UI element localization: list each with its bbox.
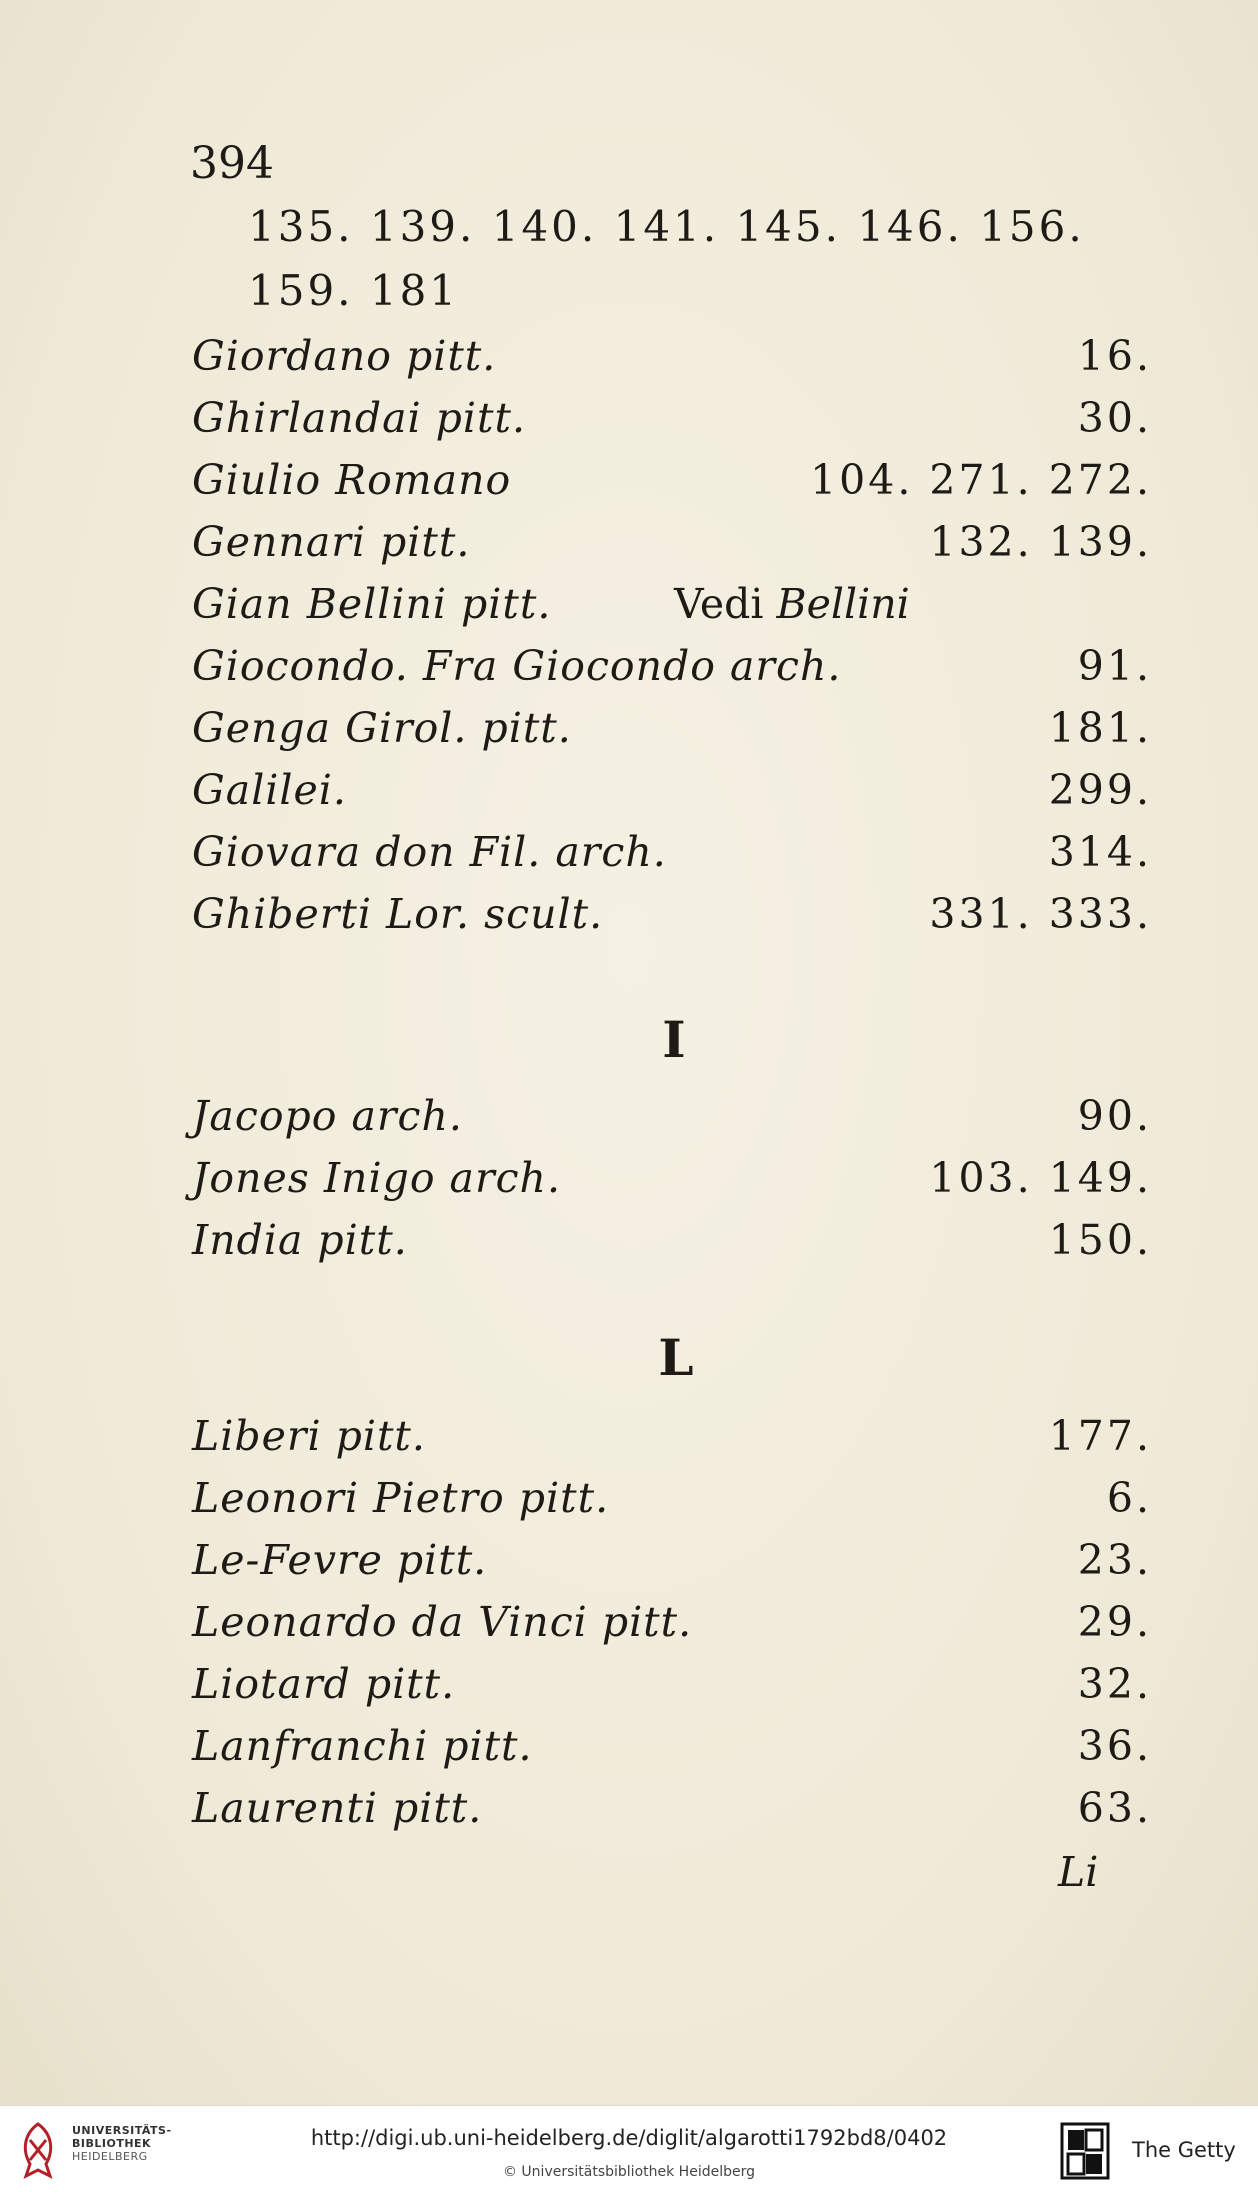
entry-name: Leonardo da Vinci pitt. <box>192 1598 693 1646</box>
entry-pages: 150. <box>1048 1216 1152 1264</box>
entry-pages: 177. <box>1048 1412 1152 1460</box>
index-entry <box>192 1154 1152 1210</box>
entry-name: Le-Fevre pitt. <box>192 1536 488 1584</box>
viewer-footer <box>0 2105 1258 2194</box>
cross-reference <box>674 580 910 628</box>
entry-pages: 331. 333. <box>929 890 1152 938</box>
index-entry <box>192 332 1152 388</box>
entry-name: Genga Girol. pitt. <box>192 704 572 752</box>
index-entry <box>192 704 1152 760</box>
index-entry <box>192 456 1152 512</box>
entry-pages: 30. <box>1077 394 1152 442</box>
entry-pages: 63. <box>1077 1784 1152 1832</box>
library-line: UNIVERSITÄTS- <box>72 2124 172 2137</box>
catchword: Li <box>1058 1848 1099 1896</box>
entry-name: Gian Bellini pitt. <box>192 580 552 628</box>
index-entry <box>192 580 1152 636</box>
index-entry <box>192 1598 1152 1654</box>
index-entry <box>192 828 1152 884</box>
entry-name: Giulio Romano <box>192 456 512 504</box>
entry-name: Giovara don Fil. arch. <box>192 828 667 876</box>
index-entry <box>192 890 1152 946</box>
index-entry <box>192 1474 1152 1530</box>
index-entry <box>192 1092 1152 1148</box>
entry-pages: 314. <box>1048 828 1152 876</box>
entry-pages: 132. 139. <box>929 518 1152 566</box>
copyright-notice: © Universitätsbibliothek Heidelberg <box>502 2164 755 2180</box>
entry-name: Giocondo. Fra Giocondo arch. <box>192 642 842 690</box>
entry-pages: 16. <box>1077 332 1152 380</box>
section-letter-l: L <box>658 1328 694 1387</box>
entry-pages: 104. 271. 272. <box>810 456 1152 504</box>
vedi-target: Bellini <box>776 580 910 628</box>
section-letter-i: I <box>662 1010 686 1069</box>
vedi-label: Vedi <box>674 580 764 628</box>
index-entry <box>192 518 1152 574</box>
entry-pages: 29. <box>1077 1598 1152 1646</box>
page-number: 394 <box>190 138 274 189</box>
index-entry <box>192 1784 1152 1840</box>
library-line: HEIDELBERG <box>72 2150 148 2163</box>
entry-name: Gennari pitt. <box>192 518 471 566</box>
continuation-line: 135. 139. 140. 141. 145. 146. 156. <box>248 202 1085 251</box>
getty-logo-icon <box>1060 2122 1110 2180</box>
library-line: BIBLIOTHEK <box>72 2137 152 2150</box>
continuation-line: 159. 181 <box>248 266 460 315</box>
index-entry <box>192 1216 1152 1272</box>
entry-name: Laurenti pitt. <box>192 1784 483 1832</box>
entry-name: Leonori Pietro pitt. <box>192 1474 610 1522</box>
entry-name: Ghirlandai pitt. <box>192 394 527 442</box>
entry-pages: 299. <box>1048 766 1152 814</box>
entry-name: Ghiberti Lor. scult. <box>192 890 604 938</box>
entry-pages: 32. <box>1077 1660 1152 1708</box>
entry-name: Lanfranchi pitt. <box>192 1722 533 1770</box>
entry-name: Giordano pitt. <box>192 332 497 380</box>
index-entry <box>192 1660 1152 1716</box>
entry-pages: 91. <box>1077 642 1152 690</box>
permalink-url[interactable]: http://digi.ub.uni-heidelberg.de/diglit/algarotti1792bd8/0402 <box>310 2126 948 2150</box>
index-entry <box>192 394 1152 450</box>
index-entry <box>192 642 1152 698</box>
index-entry <box>192 766 1152 822</box>
entry-name: Liberi pitt. <box>192 1412 426 1460</box>
index-entry <box>192 1412 1152 1468</box>
entry-name: India pitt. <box>192 1216 408 1264</box>
index-entry <box>192 1722 1152 1778</box>
entry-pages: 36. <box>1077 1722 1152 1770</box>
entry-pages: 23. <box>1077 1536 1152 1584</box>
entry-pages: 90. <box>1077 1092 1152 1140</box>
index-entry <box>192 1536 1152 1592</box>
entry-pages: 103. 149. <box>929 1154 1152 1202</box>
entry-name: Galilei. <box>192 766 347 814</box>
partner-name: The Getty <box>1132 2138 1236 2162</box>
entry-name: Jacopo arch. <box>192 1092 463 1140</box>
entry-name: Jones Inigo arch. <box>192 1154 561 1202</box>
entry-name: Liotard pitt. <box>192 1660 456 1708</box>
entry-pages: 181. <box>1048 704 1152 752</box>
entry-pages: 6. <box>1106 1474 1152 1522</box>
